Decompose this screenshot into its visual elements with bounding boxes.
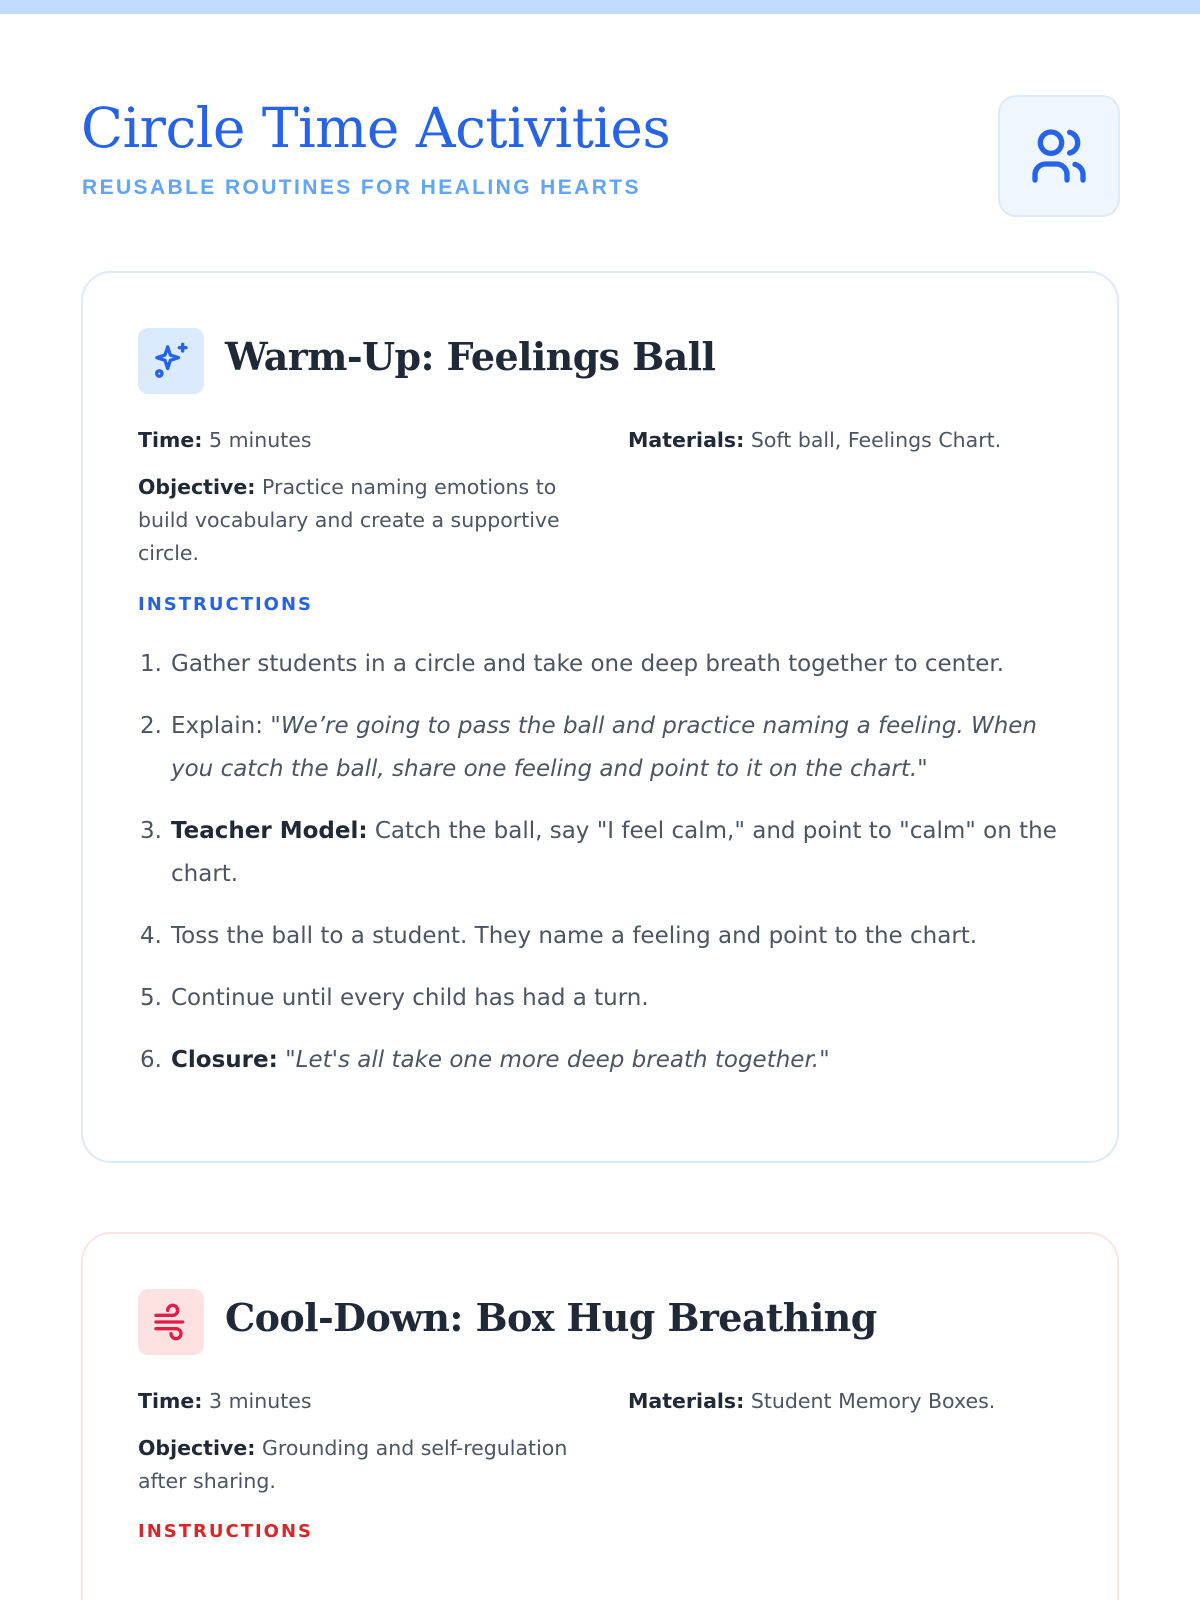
objective-value: Grounding and self-regulation after sharing. <box>138 1436 568 1493</box>
objective-label: Objective: <box>138 1436 256 1460</box>
step-number: 6. <box>140 1047 162 1073</box>
time-label: Time: <box>138 1389 203 1413</box>
time-label: Time: <box>138 428 203 452</box>
materials-field <box>628 424 1078 457</box>
step-lead: Closure: <box>171 1047 278 1073</box>
meta-left-column <box>138 1385 578 1512</box>
step-text: Toss the ball to a student. They name a feeling and point to the chart. <box>171 923 978 949</box>
top-accent-stripe <box>0 0 1200 14</box>
list-item <box>138 643 1068 686</box>
wind-icon <box>151 1302 191 1342</box>
time-field <box>138 1385 578 1418</box>
list-item <box>138 915 1068 958</box>
step-text: Catch the ball, say "I feel calm," and point to "calm" on the chart. <box>171 818 1057 887</box>
step-quote: "Let's all take one more deep breath together." <box>285 1047 830 1073</box>
objective-field <box>138 1432 578 1498</box>
list-item <box>138 705 1068 791</box>
objective-value: Practice naming emotions to build vocabulary and create a supportive circle. <box>138 475 560 565</box>
card-title: Warm-Up: Feelings Ball <box>225 334 716 379</box>
page-title: Circle Time Activities <box>81 96 671 160</box>
step-quote: "We’re going to pass the ball and practice naming a feeling. When you catch the ball, share one feeling and point to it on the chart." <box>171 713 1038 782</box>
step-number: 4. <box>140 923 162 949</box>
card-icon-box <box>138 328 204 394</box>
meta-left-column <box>138 424 578 584</box>
activity-meta <box>138 1385 1062 1501</box>
materials-label: Materials: <box>628 1389 745 1413</box>
step-number: 1. <box>140 651 162 677</box>
step-text: Continue until every child has had a turn. <box>171 985 649 1011</box>
step-number: 5. <box>140 985 162 1011</box>
time-field <box>138 424 578 457</box>
step-text: Gather students in a circle and take one deep breath together to center. <box>171 651 1005 677</box>
users-icon <box>1027 124 1091 188</box>
card-title: Cool-Down: Box Hug Breathing <box>225 1295 877 1340</box>
card-icon-box <box>138 1289 204 1355</box>
activity-card-cool-down <box>81 1232 1119 1600</box>
card-header <box>138 1289 1062 1355</box>
sparkles-icon <box>151 341 191 381</box>
step-number: 2. <box>140 713 162 739</box>
step-number: 3. <box>140 818 162 844</box>
materials-label: Materials: <box>628 428 745 452</box>
time-value: 3 minutes <box>209 1389 312 1413</box>
objective-label: Objective: <box>138 475 256 499</box>
meta-right-column <box>628 1385 1078 1432</box>
list-item <box>138 1039 1068 1082</box>
step-lead: Teacher Model: <box>171 818 368 844</box>
list-item <box>138 977 1068 1020</box>
instructions-heading: INSTRUCTIONS <box>138 594 313 615</box>
header-badge <box>998 95 1120 217</box>
list-item <box>138 810 1068 896</box>
card-header <box>138 328 1062 394</box>
instructions-list <box>138 643 1062 1082</box>
step-text: Explain: <box>171 713 271 739</box>
materials-field <box>628 1385 1078 1418</box>
materials-value: Student Memory Boxes. <box>750 1389 996 1413</box>
activity-meta <box>138 424 1062 574</box>
instructions-heading: INSTRUCTIONS <box>138 1521 313 1542</box>
activity-card-warm-up <box>81 271 1119 1163</box>
page-header <box>81 92 1121 222</box>
meta-right-column <box>628 424 1078 471</box>
materials-value: Soft ball, Feelings Chart. <box>750 428 1002 452</box>
time-value: 5 minutes <box>209 428 312 452</box>
step-text <box>278 1047 285 1073</box>
page-subtitle: REUSABLE ROUTINES FOR HEALING HEARTS <box>82 176 641 199</box>
objective-field <box>138 471 578 570</box>
